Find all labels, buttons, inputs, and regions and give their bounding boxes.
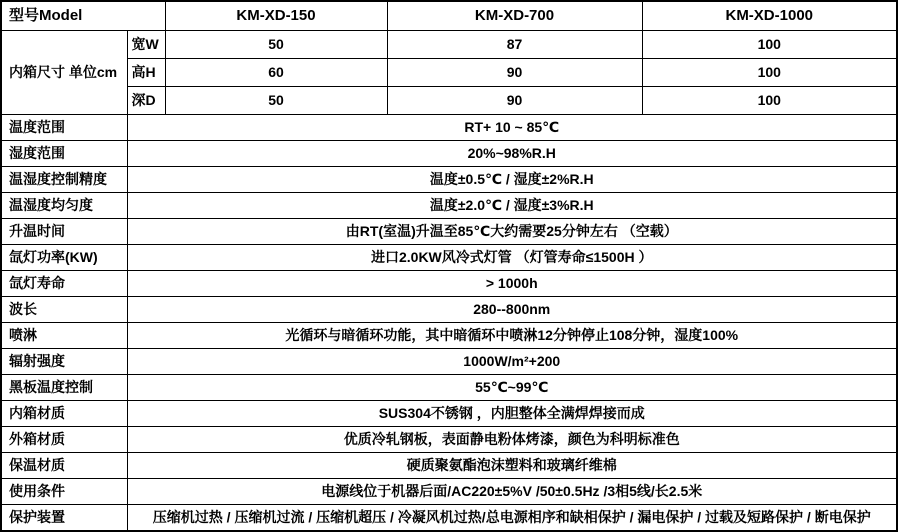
spec-row-inner-material: [1, 401, 897, 427]
spec-value: 硬质聚氨酯泡沫塑料和玻璃纤维棉: [127, 453, 897, 479]
spec-row-xenon-life: [1, 271, 897, 297]
model-header-km-xd-150: KM-XD-150: [165, 1, 387, 31]
model-row-label: 型号Model: [1, 1, 165, 31]
spec-row-irradiance: [1, 349, 897, 375]
width-value-700: 87: [387, 31, 642, 59]
depth-value-1000: 100: [642, 87, 897, 115]
inner-size-height-row: [1, 59, 897, 87]
spec-value: 优质冷轧钢板，表面静电粉体烤漆，颜色为科明标准色: [127, 427, 897, 453]
inner-size-label: 内箱尺寸 单位cm: [1, 31, 127, 115]
spec-value: 压缩机过热 / 压缩机过流 / 压缩机超压 / 冷凝风机过热/总电源相序和缺相保护 / 漏电保护 / 过载及短路保护 / 断电保护: [127, 505, 897, 532]
dim-label-depth: 深D: [127, 87, 165, 115]
spec-label: 湿度范围: [1, 141, 127, 167]
spec-value: 电源线位于机器后面/AC220±5%V /50±0.5Hz /3相5线/长2.5米: [127, 479, 897, 505]
spec-row-outer-material: [1, 427, 897, 453]
spec-row-spray: [1, 323, 897, 349]
spec-value: 由RT(室温)升温至85℃大约需要25分钟左右 （空载）: [127, 219, 897, 245]
spec-row-uniformity: [1, 193, 897, 219]
spec-label: 辐射强度: [1, 349, 127, 375]
spec-label: 黑板温度控制: [1, 375, 127, 401]
spec-value: SUS304不锈钢 ，内胆整体全满焊焊接而成: [127, 401, 897, 427]
spec-label: 升温时间: [1, 219, 127, 245]
spec-label: 温湿度控制精度: [1, 167, 127, 193]
spec-label: 喷淋: [1, 323, 127, 349]
spec-label: 氙灯功率(KW): [1, 245, 127, 271]
spec-row-insulation-material: [1, 453, 897, 479]
inner-size-depth-row: [1, 87, 897, 115]
spec-value: 1000W/m²+200: [127, 349, 897, 375]
spec-value: 进口2.0KW风冷式灯管 （灯管寿命≤1500H ）: [127, 245, 897, 271]
spec-label: 保护装置: [1, 505, 127, 532]
model-header-km-xd-700: KM-XD-700: [387, 1, 642, 31]
spec-label: 外箱材质: [1, 427, 127, 453]
height-value-150: 60: [165, 59, 387, 87]
spec-row-blackpanel-temp: [1, 375, 897, 401]
spec-row-xenon-power: [1, 245, 897, 271]
spec-value: 20%~98%R.H: [127, 141, 897, 167]
width-value-1000: 100: [642, 31, 897, 59]
spec-label: 波长: [1, 297, 127, 323]
spec-value: RT+ 10 ~ 85℃: [127, 115, 897, 141]
spec-row-temperature-range: [1, 115, 897, 141]
spec-row-humidity-range: [1, 141, 897, 167]
dim-label-height: 高H: [127, 59, 165, 87]
dim-label-width: 宽W: [127, 31, 165, 59]
spec-value: 280--800nm: [127, 297, 897, 323]
spec-label: 使用条件: [1, 479, 127, 505]
spec-row-control-accuracy: [1, 167, 897, 193]
spec-row-usage-conditions: [1, 479, 897, 505]
width-value-150: 50: [165, 31, 387, 59]
spec-label: 温度范围: [1, 115, 127, 141]
spec-label: 温湿度均匀度: [1, 193, 127, 219]
spec-label: 保温材质: [1, 453, 127, 479]
spec-label: 氙灯寿命: [1, 271, 127, 297]
depth-value-700: 90: [387, 87, 642, 115]
spec-row-heatup-time: [1, 219, 897, 245]
table-header-row: [1, 1, 897, 31]
spec-value: 光循环与暗循环功能，其中暗循环中喷淋12分钟停止108分钟，湿度100%: [127, 323, 897, 349]
height-value-700: 90: [387, 59, 642, 87]
height-value-1000: 100: [642, 59, 897, 87]
spec-value: 温度±0.5℃ / 湿度±2%R.H: [127, 167, 897, 193]
spec-value: > 1000h: [127, 271, 897, 297]
spec-value: 55℃~99℃: [127, 375, 897, 401]
spec-label: 内箱材质: [1, 401, 127, 427]
depth-value-150: 50: [165, 87, 387, 115]
spec-value: 温度±2.0℃ / 湿度±3%R.H: [127, 193, 897, 219]
spec-row-wavelength: [1, 297, 897, 323]
spec-row-protection-devices: [1, 505, 897, 532]
model-header-km-xd-1000: KM-XD-1000: [642, 1, 897, 31]
inner-size-width-row: [1, 31, 897, 59]
